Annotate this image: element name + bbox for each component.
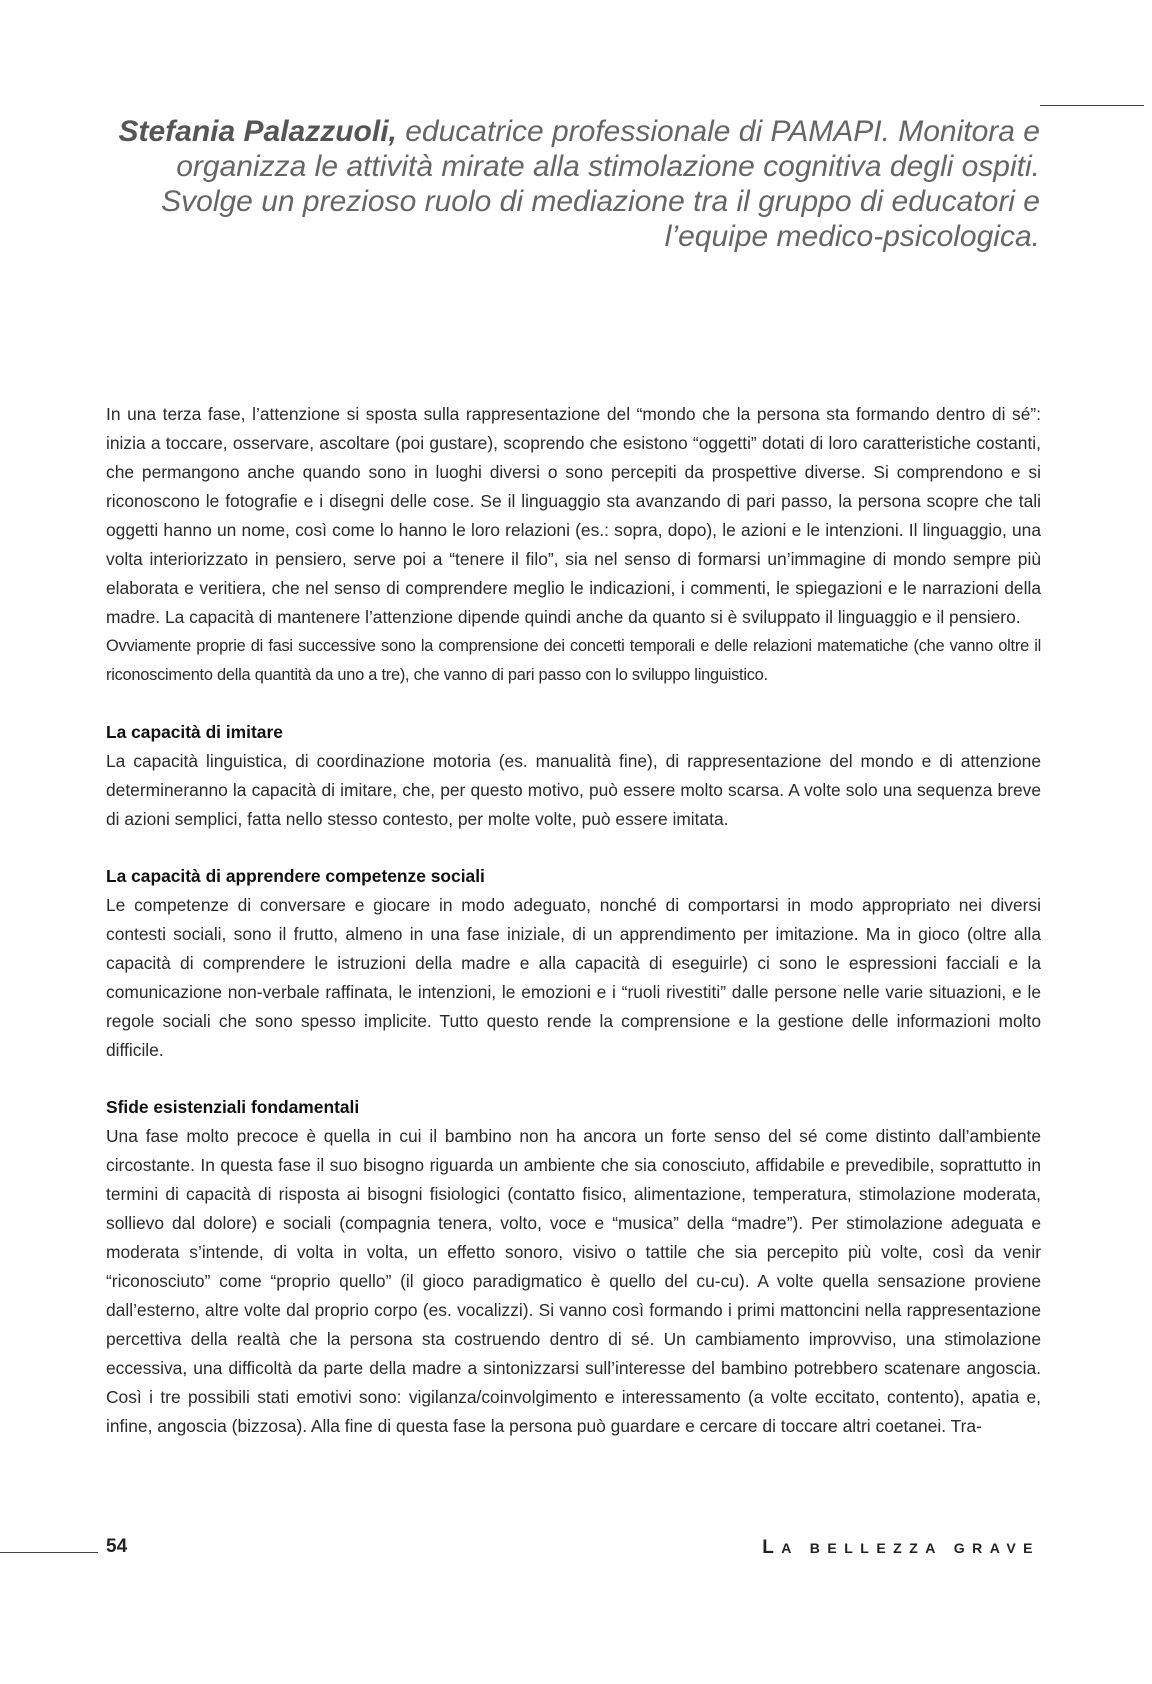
bio-text: educatrice professionale di PAMAPI. Monitora e organizza le attività mirate alla stimolazione cognitiva degli ospiti. Svolge un prezioso ruolo di mediazione tra il gruppo di educatori e l’equipe medico-psicologica. bbox=[161, 115, 1040, 253]
top-rule bbox=[1040, 105, 1144, 106]
section-heading-competenze-sociali: La capacità di apprendere competenze sociali bbox=[106, 866, 485, 886]
section-text-competenze-sociali: Le competenze di conversare e giocare in modo adeguato, nonché di comportarsi in modo appropriato nei diversi contesti sociali, sono il frutto, almeno in una fase iniziale, di un apprendimento per imitazione. Ma in gioco (oltre alla capacità di comprendere le istruzioni della madre e alla capacità di eseguirle) ci sono le espressioni facciali e la comunicazione non-verbale raffinata, le intenzioni, le emozioni e i “ruoli rivestiti” dalle persone nelle varie situazioni, e le regole sociali che sono spesso implicite. Tutto questo rende la comprensione e la gestione delle informazioni molto difficile. bbox=[106, 895, 1041, 1060]
section-heading-imitare: La capacità di imitare bbox=[106, 722, 283, 742]
bio-name: Stefania Palazzuoli, bbox=[118, 115, 397, 148]
section-text-imitare: La capacità linguistica, di coordinazione motoria (es. manualità fine), di rappresentazione del mondo e di attenzione determineranno la capacità di imitare, che, per questo motivo, può essere molto scarsa. A volte solo una sequenza breve di azioni semplici, fatta nello stesso contesto, per molte volte, può essere imitata. bbox=[106, 751, 1041, 829]
page-number: 54 bbox=[106, 1536, 128, 1557]
running-title bbox=[762, 1537, 1040, 1559]
intro-paragraph: In una terza fase, l’attenzione si sposta sulla rappresentazione del “mondo che la persona sta formando dentro di sé”: inizia a toccare, osservare, ascoltare (poi gustare), scoprendo che esistono “oggetti” dotati di loro caratteristiche costanti, che permangono anche quando sono in luoghi diversi o sono percepiti da prospettive diverse. Si comprendono e si riconoscono le fotografie e i disegni delle cose. Se il linguaggio sta avanzando di pari passo, la persona scopre che tali oggetti hanno un nome, così come lo hanno le loro relazioni (es.: sopra, dopo), le azioni e le intenzioni. Il linguaggio, una volta interiorizzato in pensiero, serve poi a “tenere il filo”, sia nel senso di formarsi un’immagine di mondo sempre più elaborata e veritiera, che nel senso di comprendere meglio le indicazioni, i commenti, le spiegazioni e le narrazioni della madre. La capacità di mantenere l’attenzione dipende quindi anche da quanto si è sviluppato il linguaggio e il pensiero. bbox=[106, 404, 1041, 627]
running-title-rest: A BELLEZZA GRAVE bbox=[781, 1540, 1040, 1556]
section-text-sfide-esistenziali: Una fase molto precoce è quella in cui il bambino non ha ancora un forte senso del sé come distinto dall’ambiente circostante. In questa fase il suo bisogno riguarda un ambiente che sia conosciuto, affidabile e prevedibile, soprattutto in termini di capacità di risposta ai bisogni fisiologici (contatto fisico, alimentazione, temperatura, stimolazione moderata, sollievo dal dolore) e sociali (compagnia tenera, volto, voce e “musica” della “madre”). Per stimolazione adeguata e moderata s’intende, di volta in volta, un effetto sonoro, visivo o tattile che sia percepito più volte, così da venir “riconosciuto” come “proprio quello” (il gioco paradigmatico è quello del cu-cu). A volte quella sensazione proviene dall’esterno, altre volte dal proprio corpo (es. vocalizzi). Si vanno così formando i primi mattoncini nella rappresentazione percettiva della realtà che la persona sta costruendo dentro di sé. Un cambiamento improvviso, una stimolazione eccessiva, una difficoltà da parte della madre a sintonizzarsi sull’interesse del bambino potrebbero scatenare angoscia. Così i tre possibili stati emotivi sono: vigilanza/coinvolgimento e interessamento (a volte eccitato, contento), apatia e, infine, angoscia (bizzosa). Alla fine di questa fase la persona può guardare e cercare di toccare altri coetanei. Tra- bbox=[106, 1126, 1041, 1436]
author-bio bbox=[110, 114, 1040, 254]
footer-rule bbox=[0, 1552, 98, 1553]
body-text bbox=[106, 400, 1041, 1441]
intro-paragraph-2: Ovviamente proprie di fasi successive sono la comprensione dei concetti temporali e delle relazioni matematiche (che vanno oltre il riconoscimento della quantità da uno a tre), che vanno di pari passo con lo sviluppo linguistico. bbox=[106, 637, 1041, 684]
running-title-initial: L bbox=[762, 1537, 782, 1558]
section-heading-sfide-esistenziali: Sfide esistenziali fondamentali bbox=[106, 1097, 360, 1117]
